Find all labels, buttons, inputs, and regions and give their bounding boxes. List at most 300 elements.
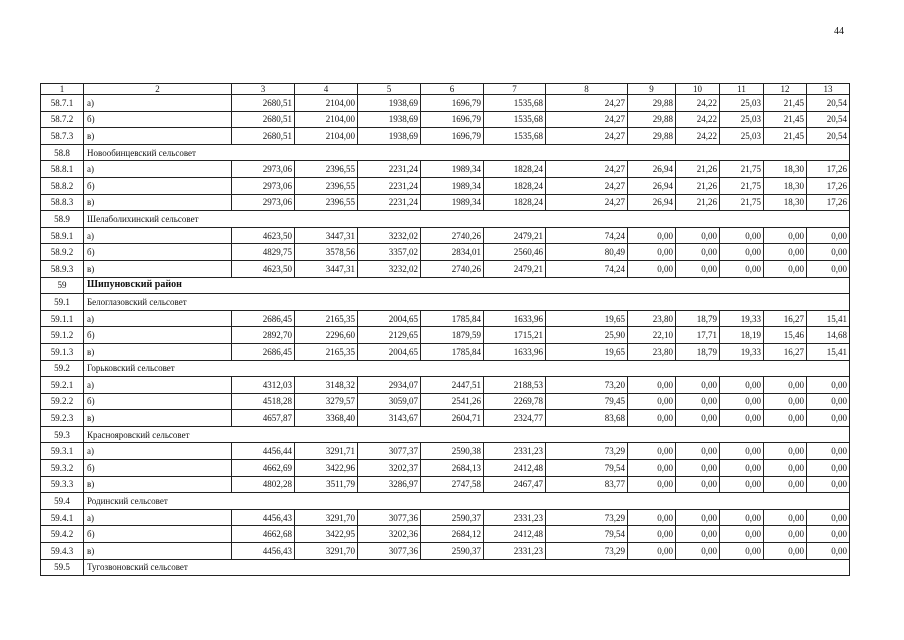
value-cell: 0,00 [764,460,807,477]
value-cell: 3368,40 [295,410,358,427]
value-cell: 3422,95 [295,526,358,543]
section-title: Горьковский сельсовет [84,360,850,377]
section-row [41,294,850,311]
value-cell: 0,00 [628,377,676,394]
row-label: а) [84,310,232,327]
row-label: в) [84,410,232,427]
value-cell: 0,00 [807,509,850,526]
value-cell: 3511,79 [295,476,358,493]
table-row [41,244,850,261]
value-cell: 24,27 [546,194,628,211]
value-cell: 2104,00 [295,95,358,112]
table-row [41,260,850,277]
section-row [41,144,850,161]
value-cell: 21,75 [720,194,764,211]
value-cell: 1785,84 [421,343,484,360]
table-row [41,95,850,112]
column-header: 9 [628,84,676,95]
row-label: а) [84,95,232,112]
value-cell: 26,94 [628,177,676,194]
value-cell: 2231,24 [358,161,421,178]
row-label: в) [84,260,232,277]
value-cell: 18,79 [676,310,720,327]
row-code: 59.1.2 [41,327,84,344]
value-cell: 0,00 [676,526,720,543]
value-cell: 0,00 [807,227,850,244]
section-title: Родинский сельсовет [84,493,850,510]
value-cell: 21,75 [720,161,764,178]
row-code: 58.8.3 [41,194,84,211]
row-code: 58.9.3 [41,260,84,277]
value-cell: 3202,36 [358,526,421,543]
row-label: а) [84,509,232,526]
table-row [41,194,850,211]
value-cell: 18,19 [720,327,764,344]
row-label: б) [84,177,232,194]
value-cell: 0,00 [764,410,807,427]
value-cell: 0,00 [676,260,720,277]
section-row [41,426,850,443]
table-row [41,111,850,128]
row-label: в) [84,128,232,145]
value-cell: 1989,34 [421,194,484,211]
value-cell: 0,00 [720,509,764,526]
row-label: а) [84,377,232,394]
value-cell: 23,80 [628,343,676,360]
value-cell: 25,90 [546,327,628,344]
value-cell: 24,22 [676,128,720,145]
value-cell: 0,00 [720,460,764,477]
value-cell: 0,00 [720,543,764,560]
value-cell: 3447,31 [295,260,358,277]
value-cell: 15,46 [764,327,807,344]
value-cell: 0,00 [807,476,850,493]
value-cell: 79,54 [546,460,628,477]
value-cell: 0,00 [720,244,764,261]
value-cell: 2590,37 [421,509,484,526]
table-row [41,377,850,394]
row-code: 58.8 [41,144,84,161]
value-cell: 0,00 [807,410,850,427]
value-cell: 2973,06 [232,161,295,178]
value-cell: 21,26 [676,177,720,194]
row-code: 58.8.2 [41,177,84,194]
value-cell: 1989,34 [421,177,484,194]
value-cell: 0,00 [720,393,764,410]
section-row [41,559,850,576]
value-cell: 0,00 [628,393,676,410]
value-cell: 0,00 [807,244,850,261]
value-cell: 24,27 [546,95,628,112]
value-cell: 4802,28 [232,476,295,493]
value-cell: 1535,68 [484,95,546,112]
value-cell: 16,27 [764,343,807,360]
value-cell: 3232,02 [358,260,421,277]
column-header: 11 [720,84,764,95]
value-cell: 0,00 [628,227,676,244]
table-row [41,410,850,427]
value-cell: 17,26 [807,161,850,178]
section-title: Краснояровский сельсовет [84,426,850,443]
table-row [41,443,850,460]
table-row [41,343,850,360]
row-label: б) [84,244,232,261]
column-header: 2 [84,84,232,95]
section-row [41,211,850,228]
value-cell: 23,80 [628,310,676,327]
table-row [41,227,850,244]
value-cell: 2686,45 [232,343,295,360]
value-cell: 0,00 [764,244,807,261]
value-cell: 0,00 [764,543,807,560]
value-cell: 0,00 [628,460,676,477]
value-cell: 2479,21 [484,227,546,244]
value-cell: 0,00 [764,476,807,493]
value-cell: 2331,23 [484,443,546,460]
value-cell: 1828,24 [484,177,546,194]
value-cell: 74,24 [546,260,628,277]
row-code: 58.7.1 [41,95,84,112]
value-cell: 26,94 [628,161,676,178]
value-cell: 0,00 [676,377,720,394]
value-cell: 18,79 [676,343,720,360]
value-cell: 2590,37 [421,543,484,560]
value-cell: 2834,01 [421,244,484,261]
value-cell: 2590,38 [421,443,484,460]
value-cell: 0,00 [764,393,807,410]
value-cell: 80,49 [546,244,628,261]
value-cell: 21,45 [764,128,807,145]
value-cell: 3286,97 [358,476,421,493]
row-label: а) [84,161,232,178]
value-cell: 0,00 [676,543,720,560]
value-cell: 24,27 [546,177,628,194]
value-cell: 0,00 [764,526,807,543]
value-cell: 21,26 [676,194,720,211]
value-cell: 3232,02 [358,227,421,244]
value-cell: 2447,51 [421,377,484,394]
value-cell: 18,30 [764,194,807,211]
table-row [41,526,850,543]
value-cell: 0,00 [764,377,807,394]
value-cell: 14,68 [807,327,850,344]
value-cell: 2129,65 [358,327,421,344]
value-cell: 18,30 [764,161,807,178]
row-code: 59.4.3 [41,543,84,560]
value-cell: 1938,69 [358,111,421,128]
value-cell: 25,03 [720,111,764,128]
value-cell: 2231,24 [358,177,421,194]
value-cell: 73,29 [546,443,628,460]
value-cell: 4456,43 [232,543,295,560]
value-cell: 25,03 [720,95,764,112]
value-cell: 0,00 [628,410,676,427]
section-title: Белоглазовский сельсовет [84,294,850,311]
value-cell: 0,00 [676,244,720,261]
value-cell: 0,00 [720,410,764,427]
table-row [41,543,850,560]
value-cell: 25,03 [720,128,764,145]
row-code: 59.2 [41,360,84,377]
row-label: в) [84,543,232,560]
value-cell: 3578,56 [295,244,358,261]
table-header-row [41,84,850,95]
value-cell: 3279,57 [295,393,358,410]
value-cell: 4456,43 [232,509,295,526]
section-row [41,493,850,510]
value-cell: 2396,55 [295,177,358,194]
row-code: 59.4.2 [41,526,84,543]
value-cell: 73,29 [546,509,628,526]
value-cell: 24,27 [546,128,628,145]
value-cell: 0,00 [764,443,807,460]
value-cell: 2740,26 [421,227,484,244]
value-cell: 0,00 [720,227,764,244]
row-code: 59 [41,277,84,294]
row-code: 58.7.3 [41,128,84,145]
value-cell: 0,00 [628,476,676,493]
value-cell: 29,88 [628,95,676,112]
value-cell: 0,00 [628,260,676,277]
value-cell: 4518,28 [232,393,295,410]
row-code: 58.7.2 [41,111,84,128]
value-cell: 3422,96 [295,460,358,477]
row-code: 59.4 [41,493,84,510]
table-row [41,460,850,477]
table-row [41,509,850,526]
section-title: Новообинцевский сельсовет [84,144,850,161]
value-cell: 24,27 [546,161,628,178]
value-cell: 2604,71 [421,410,484,427]
page-number: 44 [834,26,844,37]
row-label: б) [84,526,232,543]
value-cell: 1696,79 [421,95,484,112]
value-cell: 4623,50 [232,260,295,277]
value-cell: 2331,23 [484,509,546,526]
value-cell: 20,54 [807,111,850,128]
row-code: 59.3 [41,426,84,443]
district-row [41,277,850,294]
value-cell: 17,26 [807,194,850,211]
row-code: 59.3.1 [41,443,84,460]
value-cell: 16,27 [764,310,807,327]
table-row [41,161,850,178]
value-cell: 3077,37 [358,443,421,460]
value-cell: 79,54 [546,526,628,543]
value-cell: 2104,00 [295,128,358,145]
value-cell: 19,65 [546,343,628,360]
column-header: 5 [358,84,421,95]
value-cell: 1633,96 [484,310,546,327]
value-cell: 0,00 [807,377,850,394]
table-row [41,327,850,344]
value-cell: 24,22 [676,95,720,112]
value-cell: 18,30 [764,177,807,194]
value-cell: 3291,70 [295,509,358,526]
value-cell: 2680,51 [232,111,295,128]
value-cell: 0,00 [628,443,676,460]
value-cell: 4662,69 [232,460,295,477]
value-cell: 1696,79 [421,128,484,145]
value-cell: 4662,68 [232,526,295,543]
value-cell: 2892,70 [232,327,295,344]
value-cell: 2165,35 [295,310,358,327]
value-cell: 3357,02 [358,244,421,261]
value-cell: 1715,21 [484,327,546,344]
value-cell: 2680,51 [232,95,295,112]
value-cell: 3202,37 [358,460,421,477]
value-cell: 0,00 [807,543,850,560]
value-cell: 15,41 [807,310,850,327]
value-cell: 2296,60 [295,327,358,344]
value-cell: 20,54 [807,128,850,145]
value-cell: 1785,84 [421,310,484,327]
value-cell: 2231,24 [358,194,421,211]
value-cell: 1879,59 [421,327,484,344]
value-cell: 2680,51 [232,128,295,145]
value-cell: 2269,78 [484,393,546,410]
row-label: в) [84,476,232,493]
value-cell: 3291,70 [295,543,358,560]
column-header: 7 [484,84,546,95]
value-cell: 2412,48 [484,460,546,477]
value-cell: 0,00 [720,377,764,394]
section-title: Шелаболихинский сельсовет [84,211,850,228]
value-cell: 17,71 [676,327,720,344]
column-header: 12 [764,84,807,95]
value-cell: 24,22 [676,111,720,128]
value-cell: 3077,36 [358,543,421,560]
column-header: 1 [41,84,84,95]
value-cell: 1989,34 [421,161,484,178]
value-cell: 21,26 [676,161,720,178]
value-cell: 2973,06 [232,194,295,211]
value-cell: 3143,67 [358,410,421,427]
value-cell: 0,00 [628,543,676,560]
value-cell: 0,00 [807,393,850,410]
value-cell: 29,88 [628,111,676,128]
row-label: а) [84,227,232,244]
value-cell: 0,00 [807,260,850,277]
value-cell: 0,00 [720,260,764,277]
district-title: Шипуновский район [84,277,850,294]
table-row [41,476,850,493]
value-cell: 2686,45 [232,310,295,327]
table-row [41,393,850,410]
row-code: 58.9.2 [41,244,84,261]
row-code: 59.3.2 [41,460,84,477]
value-cell: 2684,13 [421,460,484,477]
row-code: 58.8.1 [41,161,84,178]
value-cell: 21,45 [764,111,807,128]
value-cell: 17,26 [807,177,850,194]
column-header: 4 [295,84,358,95]
value-cell: 0,00 [720,526,764,543]
value-cell: 4456,44 [232,443,295,460]
value-cell: 0,00 [676,410,720,427]
value-cell: 0,00 [764,227,807,244]
value-cell: 4312,03 [232,377,295,394]
value-cell: 2396,55 [295,161,358,178]
value-cell: 79,45 [546,393,628,410]
value-cell: 2973,06 [232,177,295,194]
row-code: 59.1 [41,294,84,311]
value-cell: 4623,50 [232,227,295,244]
value-cell: 83,68 [546,410,628,427]
value-cell: 22,10 [628,327,676,344]
value-cell: 2740,26 [421,260,484,277]
value-cell: 24,27 [546,111,628,128]
value-cell: 15,41 [807,343,850,360]
value-cell: 2324,77 [484,410,546,427]
row-code: 59.1.3 [41,343,84,360]
value-cell: 1633,96 [484,343,546,360]
value-cell: 21,45 [764,95,807,112]
value-cell: 83,77 [546,476,628,493]
row-label: б) [84,460,232,477]
table-row [41,177,850,194]
table-body [41,84,850,576]
value-cell: 3291,71 [295,443,358,460]
row-code: 59.2.1 [41,377,84,394]
column-header: 6 [421,84,484,95]
row-label: в) [84,343,232,360]
value-cell: 3059,07 [358,393,421,410]
value-cell: 1938,69 [358,95,421,112]
value-cell: 2004,65 [358,343,421,360]
value-cell: 2541,26 [421,393,484,410]
value-cell: 3447,31 [295,227,358,244]
value-cell: 21,75 [720,177,764,194]
column-header: 3 [232,84,295,95]
value-cell: 1828,24 [484,194,546,211]
value-cell: 2396,55 [295,194,358,211]
value-cell: 0,00 [807,443,850,460]
row-code: 58.9.1 [41,227,84,244]
value-cell: 2560,46 [484,244,546,261]
value-cell: 3077,36 [358,509,421,526]
value-cell: 0,00 [807,526,850,543]
section-row [41,360,850,377]
value-cell: 0,00 [628,244,676,261]
row-label: б) [84,111,232,128]
table-row [41,128,850,145]
column-header: 13 [807,84,850,95]
value-cell: 0,00 [628,509,676,526]
row-label: а) [84,443,232,460]
value-cell: 0,00 [676,476,720,493]
value-cell: 29,88 [628,128,676,145]
value-cell: 1938,69 [358,128,421,145]
value-cell: 2331,23 [484,543,546,560]
row-code: 59.3.3 [41,476,84,493]
value-cell: 4657,87 [232,410,295,427]
value-cell: 19,65 [546,310,628,327]
row-label: б) [84,327,232,344]
value-cell: 0,00 [764,260,807,277]
value-cell: 0,00 [676,393,720,410]
row-code: 58.9 [41,211,84,228]
row-code: 59.4.1 [41,509,84,526]
value-cell: 1828,24 [484,161,546,178]
value-cell: 2684,12 [421,526,484,543]
value-cell: 2747,58 [421,476,484,493]
tariff-table [40,83,850,576]
value-cell: 2004,65 [358,310,421,327]
value-cell: 0,00 [807,460,850,477]
row-label: б) [84,393,232,410]
value-cell: 0,00 [720,443,764,460]
